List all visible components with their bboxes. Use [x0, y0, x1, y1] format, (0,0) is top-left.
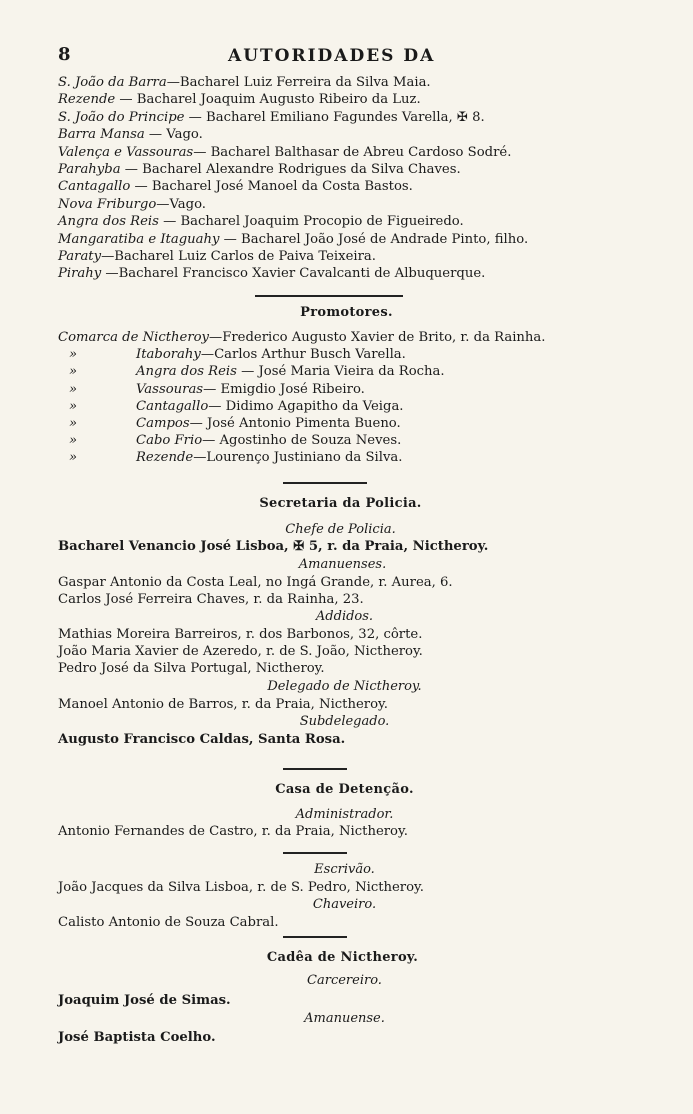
- page-number: 8: [58, 44, 71, 65]
- delegado-label: Delegado de Nictheroy.: [267, 679, 422, 694]
- chefe-name: Bacharel Venancio José Lisboa, ✠ 5, r. da Praia, Nictheroy.: [58, 539, 489, 554]
- section-divider: [283, 768, 347, 770]
- section-divider: [255, 295, 403, 297]
- amanuense-label: Amanuense.: [304, 1011, 385, 1026]
- promotor-entry: Comarca de Nictheroy—Frederico Augusto Xavier de Brito, r. da Rainha.: [58, 330, 546, 345]
- juiz-entry: Nova Friburgo—Vago.: [58, 196, 206, 212]
- addido-entry: João Maria Xavier de Azeredo, r. de S. João, Nictheroy.: [58, 644, 423, 659]
- detencao-title: Casa de Detenção.: [275, 782, 414, 797]
- juiz-entry: Barra Mansa — Vago.: [58, 127, 203, 143]
- chefe-label: Chefe de Policia.: [285, 522, 396, 537]
- addidos-label: Addidos.: [315, 609, 374, 624]
- escrivao-name: João Jacques da Silva Lisboa, r. de S. Pedro, Nictheroy.: [58, 880, 424, 895]
- page-header: [0, 44, 693, 68]
- juiz-entry: Paraty—Bacharel Luiz Carlos de Paiva Teixeira.: [58, 249, 376, 265]
- juiz-entry: S. João do Principe — Bacharel Emiliano Fagundes Varella, ✠ 8.: [58, 109, 485, 125]
- administrador-name: Antonio Fernandes de Castro, r. da Praia, Nictheroy.: [58, 824, 408, 839]
- juiz-entry: Pirahy —Bacharel Francisco Xavier Cavalcanti de Albuquerque.: [58, 266, 486, 282]
- amanuense-entry: Carlos José Ferreira Chaves, r. da Rainha, 23.: [58, 592, 364, 607]
- juiz-entry: S. João da Barra—Bacharel Luiz Ferreira da Silva Maia.: [58, 75, 431, 90]
- secretaria-title: Secretaria da Policia.: [259, 496, 422, 511]
- section-divider: [283, 852, 347, 854]
- juizes-list: [58, 74, 628, 283]
- addido-entry: Mathias Moreira Barreiros, r. dos Barbonos, 32, côrte.: [58, 627, 423, 642]
- amanuenses-label: Amanuenses.: [298, 557, 387, 572]
- amanuense-name: José Baptista Coelho.: [58, 1030, 216, 1045]
- promotor-entry: » Vassouras— Emigdio José Ribeiro.: [68, 381, 365, 397]
- promotor-entry: » Rezende—Lourenço Justiniano da Silva.: [68, 450, 403, 466]
- promotor-entry: » Cantagallo— Didimo Agapitho da Veiga.: [68, 398, 404, 414]
- juiz-entry: Valença e Vassouras— Bacharel Balthasar de Abreu Cardoso Sodré.: [58, 144, 512, 160]
- promotores-title: Promotores.: [300, 305, 393, 320]
- chaveiro-label: Chaveiro.: [312, 897, 377, 912]
- carcereiro-name: Joaquim José de Simas.: [58, 993, 231, 1008]
- promotores-list: [58, 329, 628, 467]
- subdelegado-name: Augusto Francisco Caldas, Santa Rosa.: [58, 732, 346, 747]
- escrivao-label: Escrivão.: [314, 862, 375, 877]
- juiz-entry: Cantagallo — Bacharel José Manoel da Costa Bastos.: [58, 179, 413, 195]
- promotor-entry: » Itaborahy—Carlos Arthur Busch Varella.: [68, 347, 406, 363]
- carcereiro-label: Carcereiro.: [307, 973, 382, 988]
- amanuense-entry: Gaspar Antonio da Costa Leal, no Ingá Grande, r. Aurea, 6.: [58, 575, 453, 590]
- juiz-entry: Rezende — Bacharel Joaquim Augusto Ribeiro da Luz.: [58, 92, 421, 108]
- delegado-name: Manoel Antonio de Barros, r. da Praia, Nictheroy.: [58, 697, 388, 712]
- cadea-title: Cadêa de Nictheroy.: [266, 950, 419, 965]
- juiz-entry: Parahyba — Bacharel Alexandre Rodrigues da Silva Chaves.: [58, 162, 461, 178]
- subdelegado-label: Subdelegado.: [299, 714, 390, 729]
- promotor-entry: » Angra dos Reis — José Maria Vieira da Rocha.: [68, 364, 445, 380]
- promotor-entry: » Cabo Frio— Agostinho de Souza Neves.: [68, 433, 402, 449]
- section-divider: [283, 936, 347, 938]
- juiz-entry: Angra dos Reis — Bacharel Joaquim Procopio de Figueiredo.: [58, 214, 464, 230]
- addido-entry: Pedro José da Silva Portugal, Nictheroy.: [58, 661, 325, 676]
- promotor-entry: » Campos— José Antonio Pimenta Bueno.: [68, 416, 401, 432]
- administrador-label: Administrador.: [295, 807, 394, 822]
- running-title: AUTORIDADES DA: [228, 46, 436, 66]
- section-divider: [283, 482, 367, 484]
- juiz-entry: Mangaratiba e Itaguahy — Bacharel João José de Andrade Pinto, filho.: [58, 231, 529, 247]
- chaveiro-name: Calisto Antonio de Souza Cabral.: [58, 915, 279, 930]
